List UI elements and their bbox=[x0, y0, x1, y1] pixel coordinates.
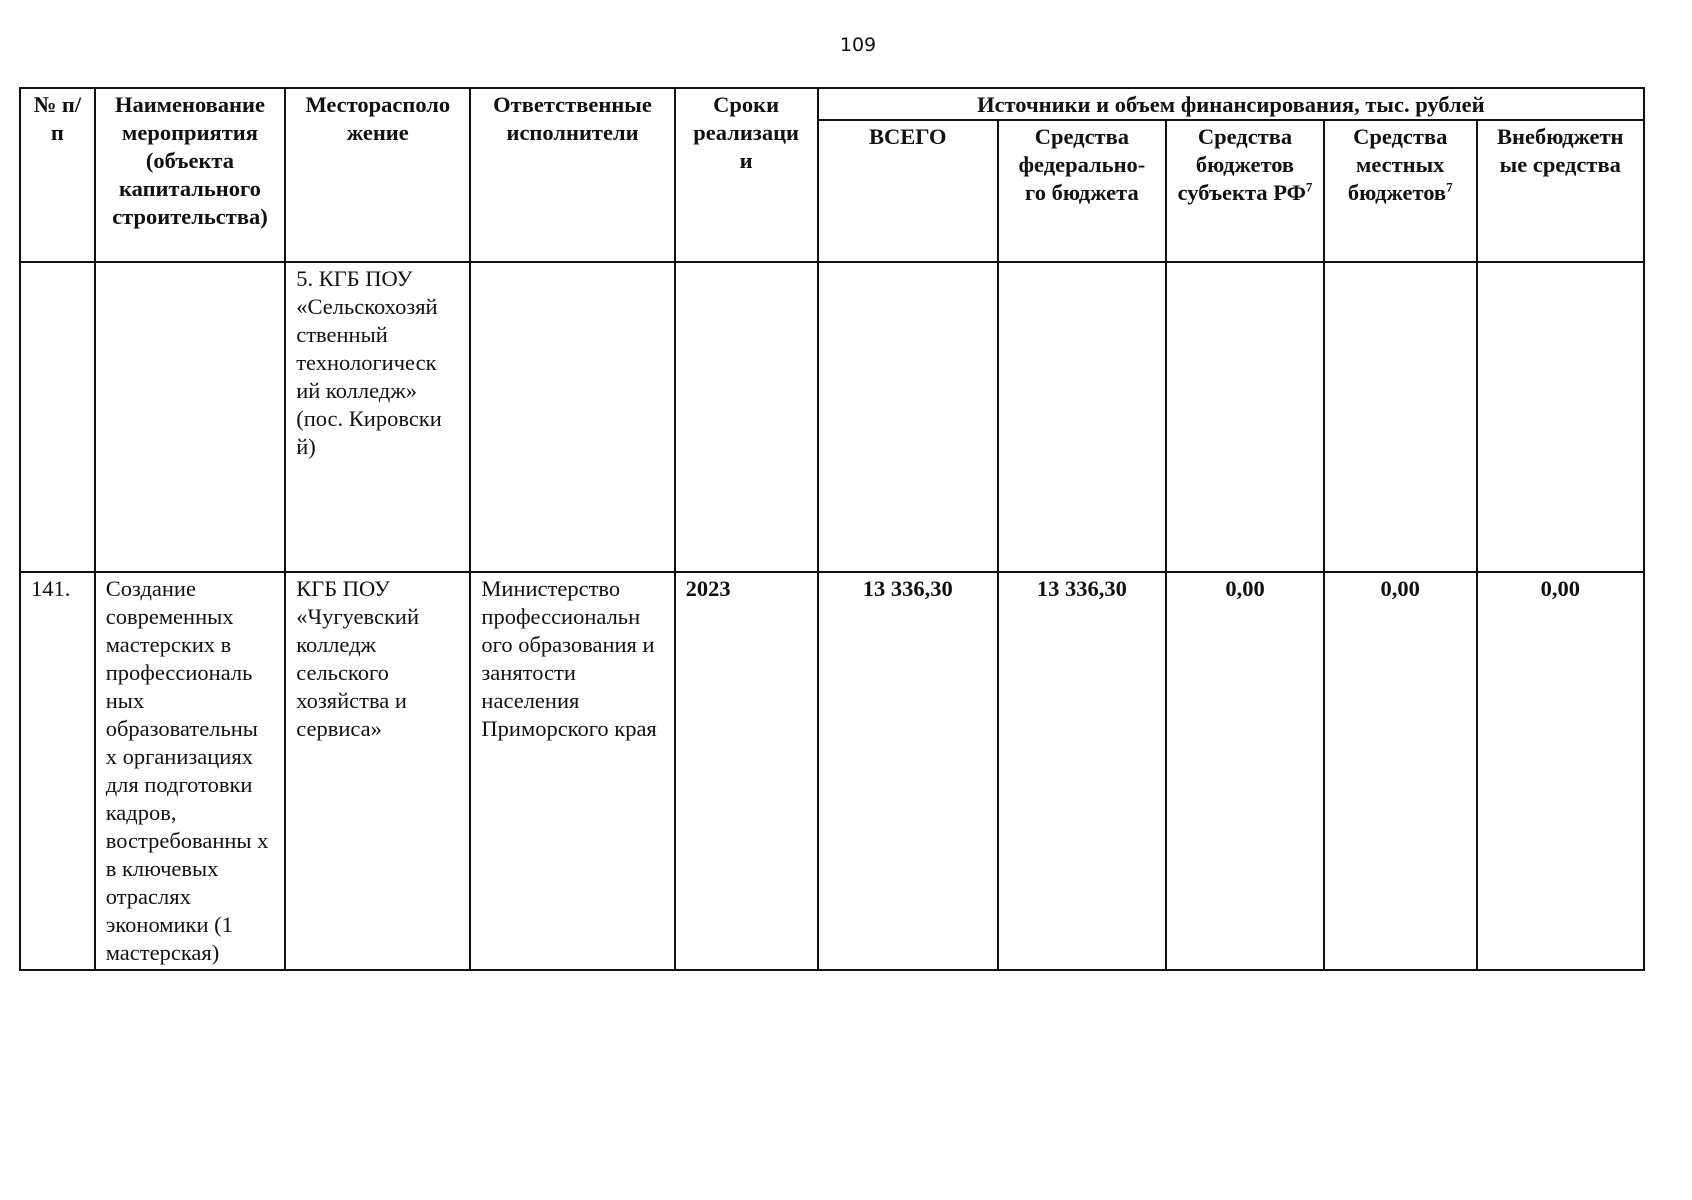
header-location: Месторасполо жение bbox=[285, 88, 470, 262]
header-responsible: Ответственные исполнители bbox=[470, 88, 674, 262]
header-terms: Сроки реализаци и bbox=[675, 88, 818, 262]
funding-table bbox=[19, 87, 1645, 971]
header-extrabudgetary: Внебюджетн ые средства bbox=[1477, 120, 1644, 262]
cell-location: 5. КГБ ПОУ «Сельскохозяй ственный технологическ ий колледж» (пос. Кировски й) bbox=[285, 262, 470, 572]
cell-num bbox=[20, 262, 95, 572]
header-local-budget bbox=[1324, 120, 1477, 262]
header-name: Наименование мероприятия (объекта капитального строительства) bbox=[95, 88, 285, 262]
cell-terms bbox=[675, 262, 818, 572]
header-total: ВСЕГО bbox=[818, 120, 998, 262]
cell-local bbox=[1324, 262, 1477, 572]
page-number: 109 bbox=[839, 34, 877, 56]
cell-total: 13 336,30 bbox=[818, 572, 998, 970]
cell-name bbox=[95, 262, 285, 572]
header-federal: Средства федерально- го бюджета bbox=[998, 120, 1166, 262]
footnote-mark: 7 bbox=[1305, 179, 1313, 195]
header-subject-budget-label: Средства бюджетов субъекта РФ bbox=[1177, 124, 1306, 205]
cell-subject: 0,00 bbox=[1166, 572, 1324, 970]
header-local-budget-label: Средства местных бюджетов bbox=[1347, 124, 1448, 205]
cell-terms: 2023 bbox=[675, 572, 818, 970]
table-row bbox=[20, 572, 1644, 970]
header-row-top bbox=[20, 88, 1644, 120]
header-subject-budget bbox=[1166, 120, 1324, 262]
footnote-mark: 7 bbox=[1446, 179, 1453, 195]
cell-name: Создание современных мастерских в профессиональ ных образовательны х организациях для подготовки кадров, востребованны х в ключевых отраслях экономики (1 мастерская) bbox=[95, 572, 285, 970]
cell-subject bbox=[1166, 262, 1324, 572]
cell-location: КГБ ПОУ «Чугуевский колледж сельского хозяйства и сервиса» bbox=[285, 572, 470, 970]
cell-num: 141. bbox=[20, 572, 95, 970]
cell-extra bbox=[1477, 262, 1644, 572]
header-num: № п/п bbox=[20, 88, 95, 262]
header-funding-group: Источники и объем финансирования, тыс. рублей bbox=[818, 88, 1644, 120]
cell-responsible: Министерство профессиональн ого образования и занятости населения Приморского края bbox=[470, 572, 674, 970]
cell-federal bbox=[998, 262, 1166, 572]
cell-federal: 13 336,30 bbox=[998, 572, 1166, 970]
table-row bbox=[20, 262, 1644, 572]
cell-responsible bbox=[470, 262, 674, 572]
cell-extra: 0,00 bbox=[1477, 572, 1644, 970]
cell-local: 0,00 bbox=[1324, 572, 1477, 970]
cell-total bbox=[818, 262, 998, 572]
